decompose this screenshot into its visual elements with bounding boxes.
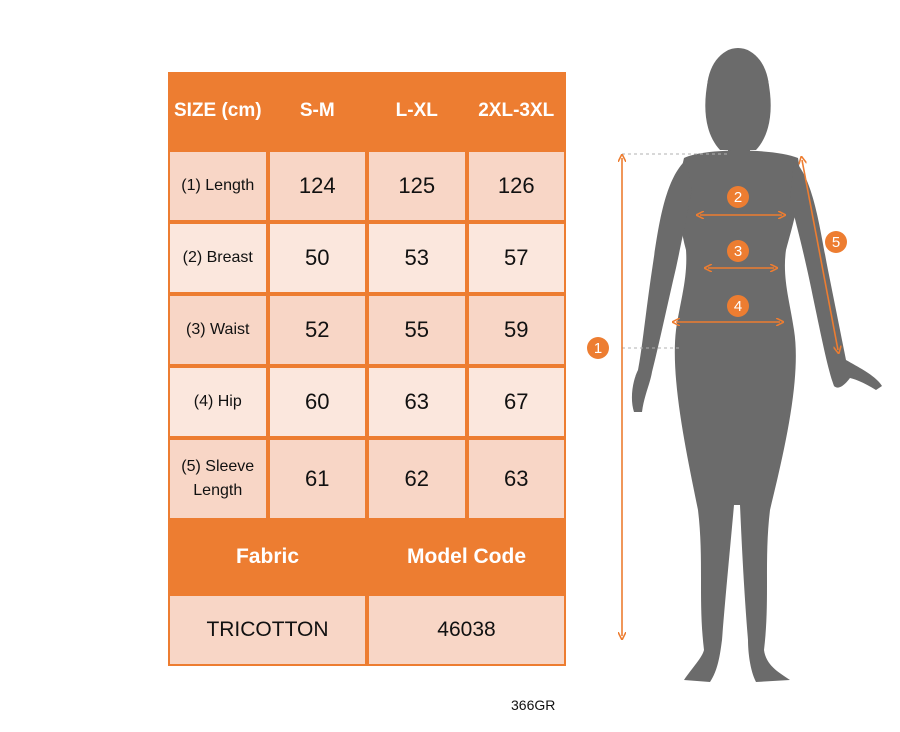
marker-3 (727, 240, 749, 262)
marker-2-label: 2 (733, 189, 743, 206)
row-label-hip: (4) Hip (168, 366, 268, 438)
sleeve-l-xl: 62 (367, 438, 467, 520)
fabric-header: Fabric (168, 520, 367, 594)
model-code-value: 46038 (367, 594, 566, 666)
marker-5 (825, 231, 847, 253)
size-chart-table (168, 72, 566, 666)
waist-l-xl: 55 (367, 294, 467, 366)
waist-s-m: 52 (268, 294, 368, 366)
woman-silhouette (632, 48, 882, 682)
breast-2xl-3xl: 57 (467, 222, 567, 294)
marker-4-label: 4 (733, 298, 743, 315)
size-s-m-header: S-M (268, 72, 368, 150)
sleeve-s-m: 61 (268, 438, 368, 520)
table-row-sleeve-length (168, 438, 566, 520)
body-measurement-figure (580, 40, 890, 700)
fabric-value-row (168, 594, 566, 666)
marker-2 (727, 186, 749, 208)
table-row-breast (168, 222, 566, 294)
marker-4 (727, 295, 749, 317)
breast-l-xl: 53 (367, 222, 467, 294)
breast-s-m: 50 (268, 222, 368, 294)
marker-3-label: 3 (733, 243, 743, 260)
product-code-caption: 366GR (511, 697, 556, 713)
row-label-breast: (2) Breast (168, 222, 268, 294)
model-code-header: Model Code (367, 520, 566, 594)
fabric-value: TRICOTTON (168, 594, 367, 666)
size-header-cell: SIZE (cm) (168, 72, 268, 150)
waist-2xl-3xl: 59 (467, 294, 567, 366)
marker-5-label: 5 (831, 234, 841, 251)
table-row-length (168, 150, 566, 222)
marker-1 (587, 337, 609, 359)
marker-1-label: 1 (593, 340, 603, 357)
hip-s-m: 60 (268, 366, 368, 438)
hip-2xl-3xl: 67 (467, 366, 567, 438)
row-label-length: (1) Length (168, 150, 268, 222)
size-2xl-3xl-header: 2XL-3XL (467, 72, 567, 150)
table-header-row (168, 72, 566, 150)
hip-l-xl: 63 (367, 366, 467, 438)
row-label-waist: (3) Waist (168, 294, 268, 366)
sleeve-2xl-3xl: 63 (467, 438, 567, 520)
length-s-m: 124 (268, 150, 368, 222)
table-row-waist (168, 294, 566, 366)
length-2xl-3xl: 126 (467, 150, 567, 222)
size-l-xl-header: L-XL (367, 72, 467, 150)
fabric-header-row (168, 520, 566, 594)
table-row-hip (168, 366, 566, 438)
row-label-sleeve-length: (5) Sleeve Length (168, 438, 268, 520)
length-l-xl: 125 (367, 150, 467, 222)
